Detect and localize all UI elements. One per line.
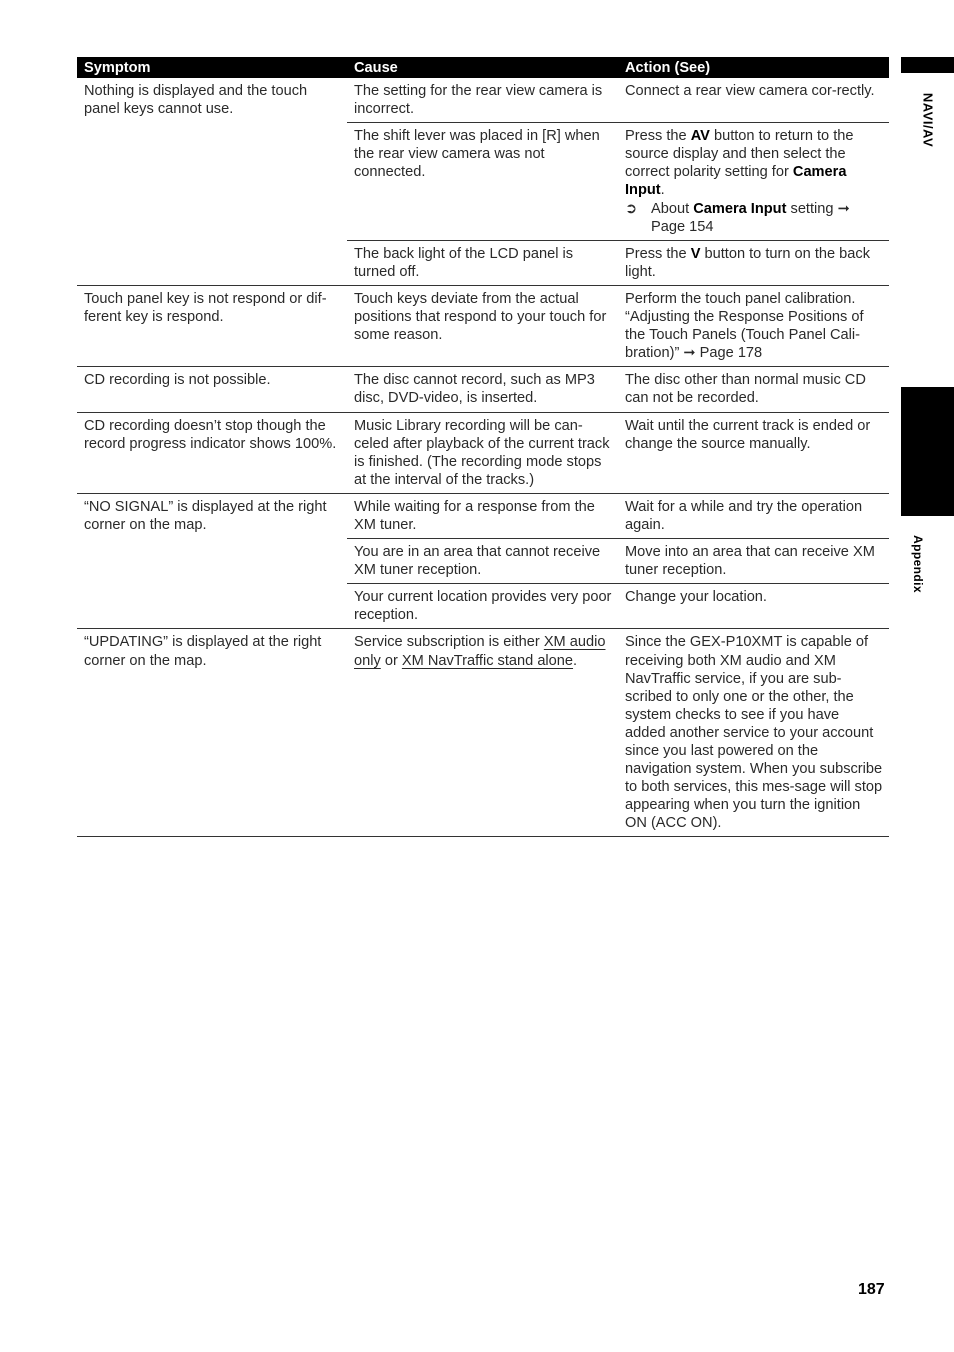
action-text: button to return to the source display and then select the correct polarity setting for [625, 128, 854, 181]
cause-cell: Touch keys deviate from the actual positions that respond to your touch for some reason. [347, 285, 618, 366]
table-row [77, 78, 889, 123]
action-text: . [660, 182, 665, 199]
symptom-cell: “NO SIGNAL” is displayed at the right corner on the map. [77, 493, 347, 629]
cause-cell: The back light of the LCD panel is turned off. [347, 240, 618, 285]
section-tab-marker [901, 57, 954, 73]
table-row [77, 367, 889, 412]
cause-text: or [380, 652, 402, 669]
chapter-label: Appendix [911, 535, 925, 593]
action-text: Press the [625, 245, 691, 262]
action-cell: Connect a rear view camera cor-rectly. [625, 83, 875, 99]
action-cell [618, 123, 889, 241]
reference-text: About [651, 200, 694, 217]
cause-cell: Music Library recording will be can-celed after playback of the current track is finished. (The recording mode stops at the interval of the tracks.) [347, 412, 618, 493]
chapter-tab-marker [901, 387, 954, 516]
header-action: Action (See) [618, 57, 889, 78]
table-row [77, 493, 889, 538]
table-header-row [77, 57, 889, 78]
cause-text: Service subscription is either [354, 634, 544, 651]
table-row [77, 629, 889, 837]
table-row [77, 285, 889, 366]
cause-cell: The shift lever was placed in [R] when the rear view camera was not connected. [347, 123, 618, 241]
reference-setting-name: Camera Input [693, 200, 787, 217]
av-button-name: AV [690, 128, 710, 145]
action-text: button to turn on the back light. [625, 245, 871, 280]
symptom-cell: Nothing is displayed and the touch panel keys cannot use. [84, 83, 308, 118]
action-cell: Change your location. [618, 584, 889, 629]
symptom-cell: CD recording doesn’t stop though the record progress indicator shows 100%. [77, 412, 347, 493]
reference-text: setting ➞ Page 154 [651, 200, 850, 235]
cause-cell: While waiting for a response from the XM tuner. [347, 493, 618, 538]
action-cell: Since the GEX-P10XMT is capable of receiving both XM audio and XM NavTraffic service, if you are sub-scribed to only one or the other, the system checks to see if you have added another service to your account since you last powered on the navigation system. When you subscribe to both services, this mes-sage will stop appearing when you turn the ignition ON (ACC ON). [618, 629, 889, 837]
v-button-name: V [690, 245, 701, 262]
table-row [77, 412, 889, 493]
symptom-cell: Touch panel key is not respond or dif-ferent key is respond. [77, 285, 347, 366]
cause-text: . [573, 652, 578, 669]
cause-cell: The disc cannot record, such as MP3 disc, DVD-video, is inserted. [347, 367, 618, 412]
action-cell: The disc other than normal music CD can not be recorded. [618, 367, 889, 412]
reference-arrow-icon: ➲ [625, 200, 638, 217]
page-number: 187 [858, 1281, 885, 1298]
header-cause: Cause [347, 57, 618, 78]
troubleshooting-table [77, 57, 889, 837]
header-symptom: Symptom [77, 57, 347, 78]
symptom-cell: “UPDATING” is displayed at the right corner on the map. [77, 629, 347, 837]
page-reference [625, 200, 883, 236]
action-cell [618, 240, 889, 285]
cause-cell: The setting for the rear view camera is incorrect. [354, 83, 603, 118]
xm-audio-only-term: XM audio only [354, 634, 606, 669]
cause-cell: You are in an area that cannot receive XM tuner reception. [347, 539, 618, 584]
action-text: Press the [625, 128, 691, 145]
action-cell: Wait until the current track is ended or change the source manually. [618, 412, 889, 493]
action-cell: Perform the touch panel calibration. “Adjusting the Response Positions of the Touch Panels (Touch Panel Cali-bration)” ➞ Page 178 [618, 285, 889, 366]
action-cell: Move into an area that can receive XM tuner reception. [618, 539, 889, 584]
camera-input-setting-name: Camera Input [625, 164, 847, 199]
symptom-cell: CD recording is not possible. [77, 367, 347, 412]
cause-cell [347, 629, 618, 837]
cause-cell: Your current location provides very poor reception. [347, 584, 618, 629]
action-cell: Wait for a while and try the operation again. [618, 493, 889, 538]
section-label: NAVI/AV [920, 92, 936, 148]
xm-navtraffic-term: XM NavTraffic stand alone [401, 652, 574, 669]
